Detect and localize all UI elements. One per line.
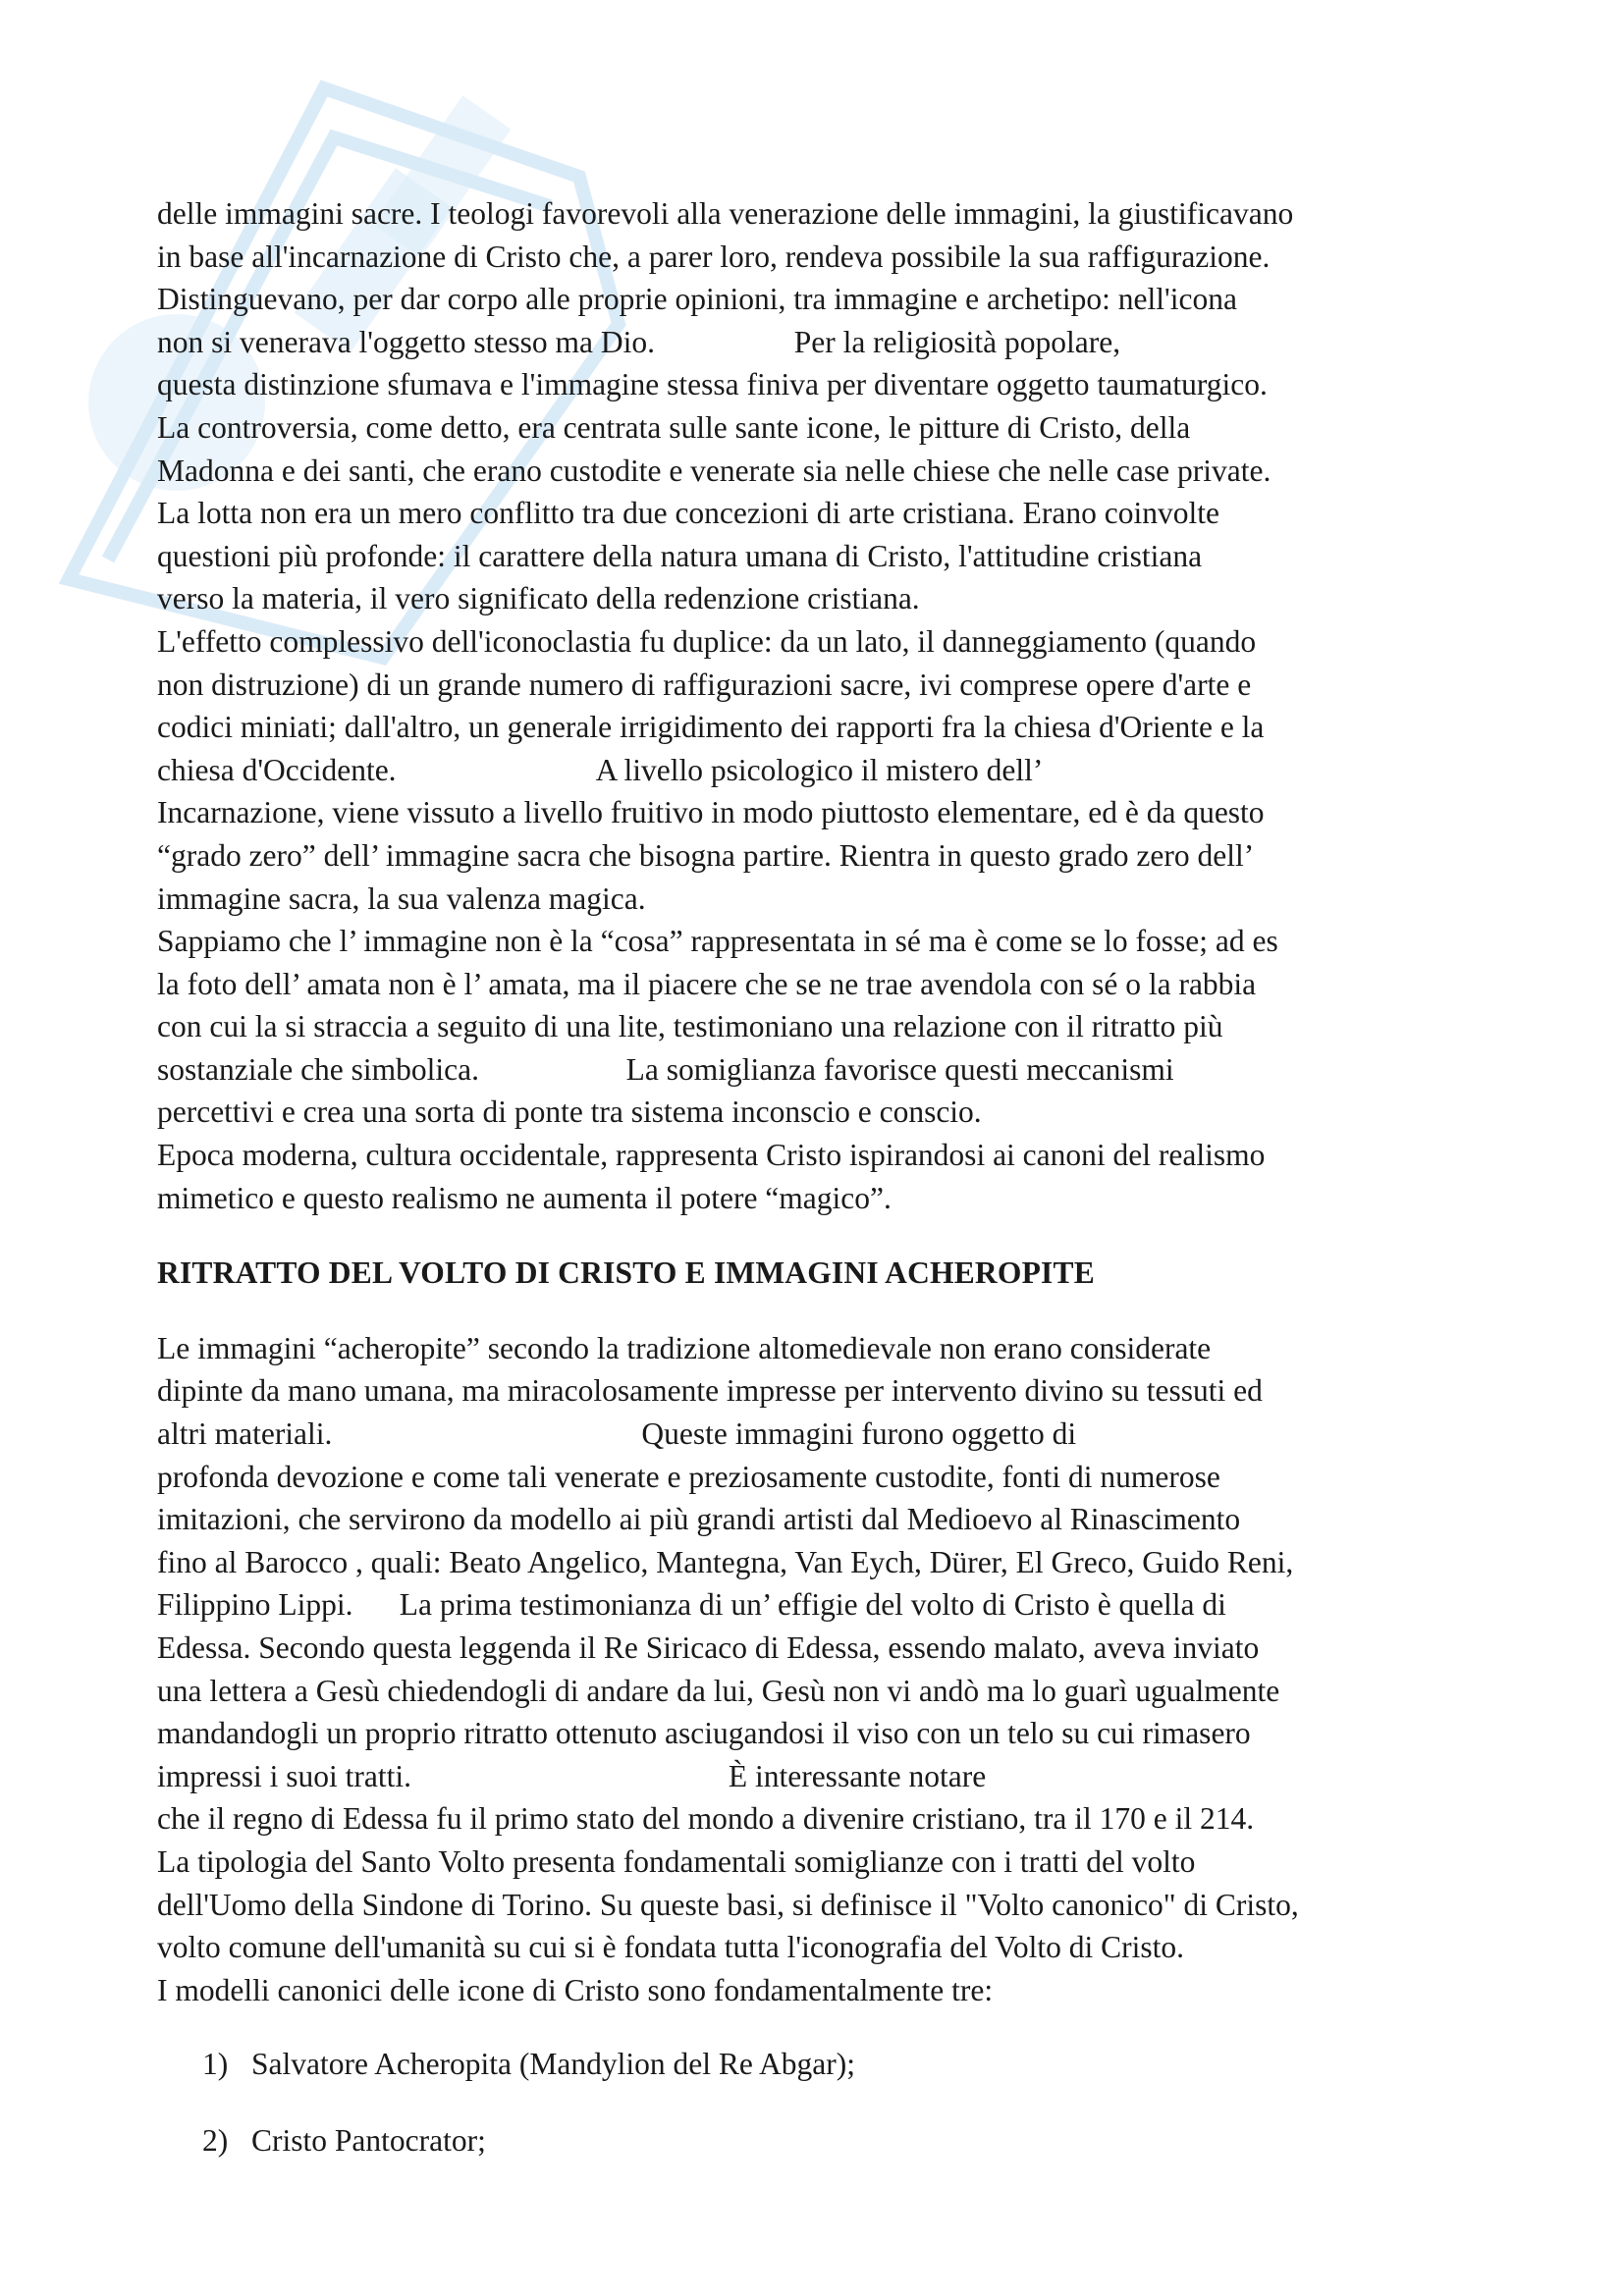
text-line: fino al Barocco , quali: Beato Angelico, Mantegna, Van Eych, Dürer, El Greco, Guido Reni, <box>157 1544 1294 1579</box>
text-line: La lotta non era un mero conflitto tra due concezioni di arte cristiana. Erano coinvolte <box>157 496 1219 531</box>
text-line: Incarnazione, viene vissuto a livello fruitivo in modo piuttosto elementare, ed è da questo <box>157 795 1265 830</box>
text-line: dipinte da mano umana, ma miracolosamente impresse per intervento divino su tessuti ed <box>157 1373 1263 1409</box>
text-line: delle immagini sacre. I teologi favorevoli alla venerazione delle immagini, la giustificavano <box>157 196 1294 231</box>
list-number: 1) <box>202 2047 229 2082</box>
text-line: Distinguevano, per dar corpo alle proprie opinioni, tra immagine e archetipo: nell'icona <box>157 282 1237 317</box>
text-line: non distruzione) di un grande numero di raffigurazioni sacre, ivi comprese opere d'arte e <box>157 667 1252 702</box>
text-line: imitazioni, che servirono da modello ai più grandi artisti dal Medioevo al Rinascimento <box>157 1502 1241 1537</box>
list-item <box>157 2043 1492 2086</box>
text-line: Madonna e dei santi, che erano custodite e venerate sia nelle chiese che nelle case private. <box>157 453 1271 488</box>
text-line: questioni più profonde: il carattere della natura umana di Cristo, l'attitudine cristiana <box>157 538 1203 573</box>
text-line: La controversia, come detto, era centrata sulle sante icone, le pitture di Cristo, della <box>157 409 1191 445</box>
document-body <box>157 192 1492 2196</box>
text-line: “grado zero” dell’ immagine sacra che bisogna partire. Rientra in questo grado zero dell’ <box>157 837 1255 873</box>
canonical-models-list <box>157 2043 1492 2162</box>
text-line: con cui la si straccia a seguito di una lite, testimoniano una relazione con il ritratto più <box>157 1009 1223 1044</box>
text-line: Le immagini “acheropite” secondo la tradizione altomedievale non erano considerate <box>157 1330 1212 1365</box>
text-line: impressi i suoi tratti. È interessante notare <box>157 1758 987 1793</box>
text-line: una lettera a Gesù chiedendogli di andare da lui, Gesù non vi andò ma lo guarì ugualmente <box>157 1673 1280 1708</box>
list-item-text: Cristo Pantocrator; <box>251 2122 486 2158</box>
text-line: codici miniati; dall'altro, un generale irrigidimento dei rapporti fra la chiesa d'Oriente e la <box>157 710 1265 745</box>
list-item-text: Salvatore Acheropita (Mandylion del Re Abgar); <box>251 2047 855 2082</box>
list-number: 2) <box>202 2122 229 2158</box>
text-line: la foto dell’ amata non è l’ amata, ma il piacere che se ne trae avendola con sé o la rabbia <box>157 966 1257 1001</box>
text-line: chiesa d'Occidente. A livello psicologico il mistero dell’ <box>157 752 1044 787</box>
text-line: altri materiali. Queste immagini furono oggetto di <box>157 1416 1077 1452</box>
text-line: Edessa. Secondo questa leggenda il Re Siricaco di Edessa, essendo malato, aveva inviato <box>157 1630 1260 1665</box>
text-line: Sappiamo che l’ immagine non è la “cosa” rappresentata in sé ma è come se lo fosse; ad es <box>157 924 1278 959</box>
text-line: immagine sacra, la sua valenza magica. <box>157 881 646 916</box>
text-line: non si venerava l'oggetto stesso ma Dio. Per la religiosità popolare, <box>157 324 1121 359</box>
text-line: questa distinzione sfumava e l'immagine stessa finiva per diventare oggetto taumaturgico. <box>157 367 1268 402</box>
text-line: percettivi e crea una sorta di ponte tra sistema inconscio e conscio. <box>157 1095 982 1130</box>
text-line: Filippino Lippi. La prima testimonianza di un’ effigie del volto di Cristo è quella di <box>157 1587 1226 1623</box>
text-line: Epoca moderna, cultura occidentale, rappresenta Cristo ispirandosi ai canoni del realismo <box>157 1138 1266 1173</box>
text-line: che il regno di Edessa fu il primo stato del mondo a divenire cristiano, tra il 170 e il 214. <box>157 1801 1255 1837</box>
text-line: in base all'incarnazione di Cristo che, a parer loro, rendeva possibile la sua raffigurazione. <box>157 239 1271 274</box>
paragraph-iconoclasm <box>157 192 1492 1219</box>
section-heading: RITRATTO DEL VOLTO DI CRISTO E IMMAGINI ACHEROPITE <box>157 1255 1095 1291</box>
text-line: volto comune dell'umanità su cui si è fondata tutta l'iconografia del Volto di Cristo. <box>157 1930 1184 1965</box>
text-line: dell'Uomo della Sindone di Torino. Su queste basi, si definisce il "Volto canonico" di Cristo, <box>157 1887 1299 1922</box>
text-line: sostanziale che simbolica. La somiglianza favorisce questi meccanismi <box>157 1051 1174 1087</box>
text-line: La tipologia del Santo Volto presenta fondamentali somiglianze con i tratti del volto <box>157 1843 1196 1879</box>
list-item <box>157 2119 1492 2163</box>
text-line: verso la materia, il vero significato della redenzione cristiana. <box>157 581 920 616</box>
text-line: mandandogli un proprio ritratto ottenuto asciugandosi il viso con un telo su cui rimasero <box>157 1716 1251 1751</box>
text-line: I modelli canonici delle icone di Cristo sono fondamentalmente tre: <box>157 1972 994 2007</box>
text-line: profonda devozione e come tali venerate e preziosamente custodite, fonti di numerose <box>157 1459 1220 1494</box>
text-line: L'effetto complessivo dell'iconoclastia fu duplice: da un lato, il danneggiamento (quando <box>157 623 1257 659</box>
paragraph-acheropite <box>157 1327 1492 2012</box>
text-line: mimetico e questo realismo ne aumenta il potere “magico”. <box>157 1180 892 1215</box>
